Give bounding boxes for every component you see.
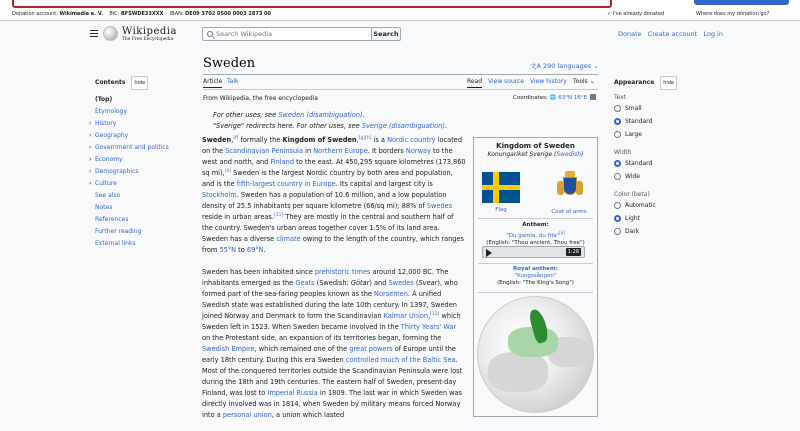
search-button[interactable]: Search	[371, 27, 401, 41]
color-automatic-option[interactable]: Automatic	[614, 199, 714, 212]
account-holder: Wikimedia e. V.	[59, 11, 103, 17]
chevron-right-icon[interactable]: ›	[89, 168, 92, 175]
chevron-down-icon: ⌄	[593, 62, 599, 70]
text-standard-option[interactable]: Standard	[614, 115, 714, 128]
toc-item-further-reading[interactable]: Further reading	[95, 228, 142, 235]
infobox-native-name: Konungariket Sverige (Swedish)	[487, 151, 584, 158]
radio-icon[interactable]	[614, 105, 621, 112]
language-button[interactable]	[530, 61, 599, 70]
hatnote: "Sverige" redirects here. For other uses, see Sverige (disambiguation).	[213, 122, 448, 130]
disambiguation-link[interactable]: Sweden (disambiguation)	[278, 111, 363, 119]
color-light-option[interactable]: Light	[614, 212, 714, 225]
page-subtitle: From Wikipedia, the free encyclopedia	[203, 95, 318, 102]
toc-heading: Contents	[95, 79, 126, 86]
play-icon[interactable]	[486, 249, 492, 257]
width-wide-option[interactable]: Wide	[614, 170, 714, 183]
width-label: Width	[614, 149, 632, 156]
create-account-link[interactable]: Create account	[647, 30, 698, 38]
toc-item-demographics[interactable]: › Demographics	[95, 166, 185, 178]
table-of-contents	[89, 76, 185, 250]
chevron-right-icon[interactable]: ›	[89, 156, 92, 163]
toc-item-economy[interactable]: › Economy	[95, 154, 185, 166]
log-in-link[interactable]: Log in	[703, 30, 723, 38]
royal-anthem-section	[474, 266, 597, 287]
radio-icon[interactable]	[614, 202, 621, 209]
tab-talk[interactable]: Talk	[227, 78, 239, 85]
chevron-right-icon[interactable]: ›	[89, 180, 92, 187]
toc-item-references[interactable]: References	[95, 216, 129, 223]
where-donation-link[interactable]: Where does my donation go?	[696, 11, 770, 17]
iban-value: DE09 3702 0500 0003 2873 00	[185, 11, 271, 17]
toc-item-geography[interactable]: › Geography	[95, 130, 185, 142]
radio-icon[interactable]	[614, 131, 621, 138]
toc-item-history[interactable]: › History	[95, 118, 185, 130]
royal-anthem-english: (English: "The King's Song")	[497, 280, 574, 286]
sverige-disambiguation-link[interactable]: Sverige (disambiguation)	[361, 122, 445, 130]
coat-of-arms-caption[interactable]: Coat of arms	[551, 209, 587, 215]
tabs-divider	[203, 89, 598, 90]
title-divider	[203, 74, 598, 75]
anthem-english: (English: "Thou ancient, Thou free")	[486, 239, 585, 246]
flag-caption[interactable]: Flag	[495, 207, 507, 213]
infobox-title: Kingdom of Sweden	[496, 142, 575, 150]
donation-banner-box	[12, 0, 612, 8]
page-title: Sweden	[203, 56, 256, 71]
donate-button[interactable]	[694, 0, 789, 5]
wikipedia-tagline: The Free Encyclopedia	[122, 37, 174, 42]
chevron-right-icon[interactable]: ›	[89, 120, 92, 127]
text-small-option[interactable]: Small	[614, 102, 714, 115]
search-input[interactable]	[216, 29, 366, 39]
bic-value: BFSWDE33XXX	[121, 11, 164, 17]
anthem-label: Anthem:	[522, 222, 549, 228]
hatnote: For other uses, see Sweden (disambiguation).	[213, 111, 365, 119]
swedish-language-link[interactable]: Swedish	[556, 151, 582, 158]
radio-selected-icon[interactable]	[614, 215, 621, 222]
tab-view-source[interactable]: View source	[488, 78, 525, 85]
search-box[interactable]	[202, 27, 372, 41]
page-tabs	[203, 78, 598, 89]
royal-anthem-link[interactable]: "Kungssången"	[514, 273, 557, 279]
flag-of-sweden-image[interactable]	[482, 172, 520, 203]
wikipedia-wordmark[interactable]: Wikipedia	[122, 26, 177, 37]
anthem-section	[474, 222, 597, 247]
tab-tools[interactable]: Tools ⌄	[573, 78, 595, 85]
search-icon	[207, 31, 213, 37]
radio-icon[interactable]	[614, 173, 621, 180]
iban-label: IBAN:	[169, 11, 184, 17]
wikipedia-globe-logo[interactable]	[103, 26, 118, 41]
main-menu-icon[interactable]	[90, 30, 98, 37]
lock-icon[interactable]	[590, 94, 596, 100]
chevron-right-icon[interactable]: ›	[89, 144, 92, 151]
donation-banner	[0, 0, 800, 21]
anthem-ref[interactable]: [a]	[559, 230, 565, 235]
appearance-hide-button[interactable]: hide	[660, 76, 677, 90]
infobox	[473, 137, 598, 417]
appearance-heading: Appearance	[614, 79, 655, 86]
donation-account-label: Donation account:	[12, 11, 58, 17]
text-large-option[interactable]: Large	[614, 128, 714, 141]
article-body	[202, 135, 466, 431]
bic-label: BIC:	[109, 11, 120, 17]
language-count: 290 languages	[543, 62, 592, 70]
already-donated-link[interactable]: ✓ I've already donated	[607, 11, 665, 17]
width-standard-option[interactable]: Standard	[614, 157, 714, 170]
chevron-right-icon[interactable]: ›	[89, 132, 92, 139]
history-paragraph: Sweden has been inhabited since prehistoric times around 12,000 BC. The inhabitants emerged as the Geats (Swedish: Götar) and Swedes (Svear), who formed part of the sea-faring peoples known as the Norsemen. A unified Swedish state was established during the late 10th century. In 1397, Sweden joined Norway and Denmark to form the Scandinavian Kalmar Union,[12] which Sweden left in 1523. When Sweden became involved in the Thirty Years' War on the Protestant side, an expansion of its territories began, forming the Swedish Empire, which remained one of the great powers of Europe until the early 18th century. During this era Sweden controlled much of the Baltic Sea. Most of the conquered territories outside the Scandinavian Peninsula were lost during the 18th and 19th centuries. The eastern half of Sweden, present-day Finland, was lost to Imperial Russia in 1809. The last war in which Sweden was directly involved was in 1814, when Sweden by military means forced Norway into a personal union, a union which lasted	[202, 267, 463, 420]
translate-icon: 文A	[530, 62, 541, 70]
radio-selected-icon[interactable]	[614, 160, 621, 167]
toc-item-etymology[interactable]: Etymology	[95, 108, 127, 115]
appearance-panel	[614, 76, 714, 238]
toc-item-external-links[interactable]: External links	[95, 240, 136, 247]
coordinates-link[interactable]: 63°N 16°E	[558, 95, 588, 101]
globe-icon[interactable]: 🌐	[549, 95, 557, 101]
toc-hide-button[interactable]: hide	[131, 76, 148, 90]
anthem-link[interactable]: "Du gamla, du fria"	[506, 232, 560, 239]
toc-item-culture[interactable]: › Culture	[95, 178, 185, 190]
color-dark-option[interactable]: Dark	[614, 225, 714, 238]
infobox-divider	[478, 218, 593, 219]
infobox-divider	[478, 292, 593, 293]
radio-selected-icon[interactable]	[614, 118, 621, 125]
text-size-label: Text	[614, 94, 627, 101]
royal-anthem-label[interactable]: Royal anthem:	[513, 266, 558, 272]
toc-item-notes[interactable]: Notes	[95, 204, 113, 211]
site-header	[84, 24, 723, 46]
audio-duration: 1:28	[567, 249, 579, 255]
tab-read[interactable]: Read	[467, 78, 482, 88]
infobox-divider	[478, 263, 593, 264]
lead-paragraph: Sweden,[f] formally the Kingdom of Sweden,[g][h] is a Nordic country located on the Scandinavian Peninsula in Northern Europe. It borders Norway to the west and north, and Finland to the east. At 450,295 square kilometres (173,860 sq mi),[4] Sweden is the largest Nordic country by both area and population, and is the fifth-largest country in Europe. Its capital and largest city is Stockholm. Sweden has a population of 10.6 million, and a low population density of 25.5 inhabitants per square kilometre (66/sq mi); 88% of Swedes reside in urban areas.[11] They are mostly in the central and southern half of the country. Sweden's urban areas together cover 1.5% of its land area. Sweden has a diverse climate owing to the length of the country, which ranges from 55°N to 69°N.	[202, 135, 466, 255]
coat-of-arms-image[interactable]	[554, 169, 586, 207]
tab-view-history[interactable]: View history	[530, 78, 567, 85]
audio-player[interactable]	[482, 246, 585, 258]
toc-item-top[interactable]: (Top)	[95, 96, 113, 103]
donate-link[interactable]: Donate	[618, 30, 642, 38]
color-label: Color (beta)	[614, 191, 650, 198]
coordinates-label: Coordinates:	[513, 95, 548, 101]
location-map-globe[interactable]	[477, 296, 594, 413]
coordinates	[513, 95, 587, 101]
tab-article[interactable]: Article	[203, 78, 222, 88]
toc-item-government[interactable]: › Government and politics	[95, 142, 185, 154]
radio-icon[interactable]	[614, 228, 621, 235]
personal-tools	[618, 30, 727, 38]
toc-item-see-also[interactable]: See also	[95, 192, 121, 199]
